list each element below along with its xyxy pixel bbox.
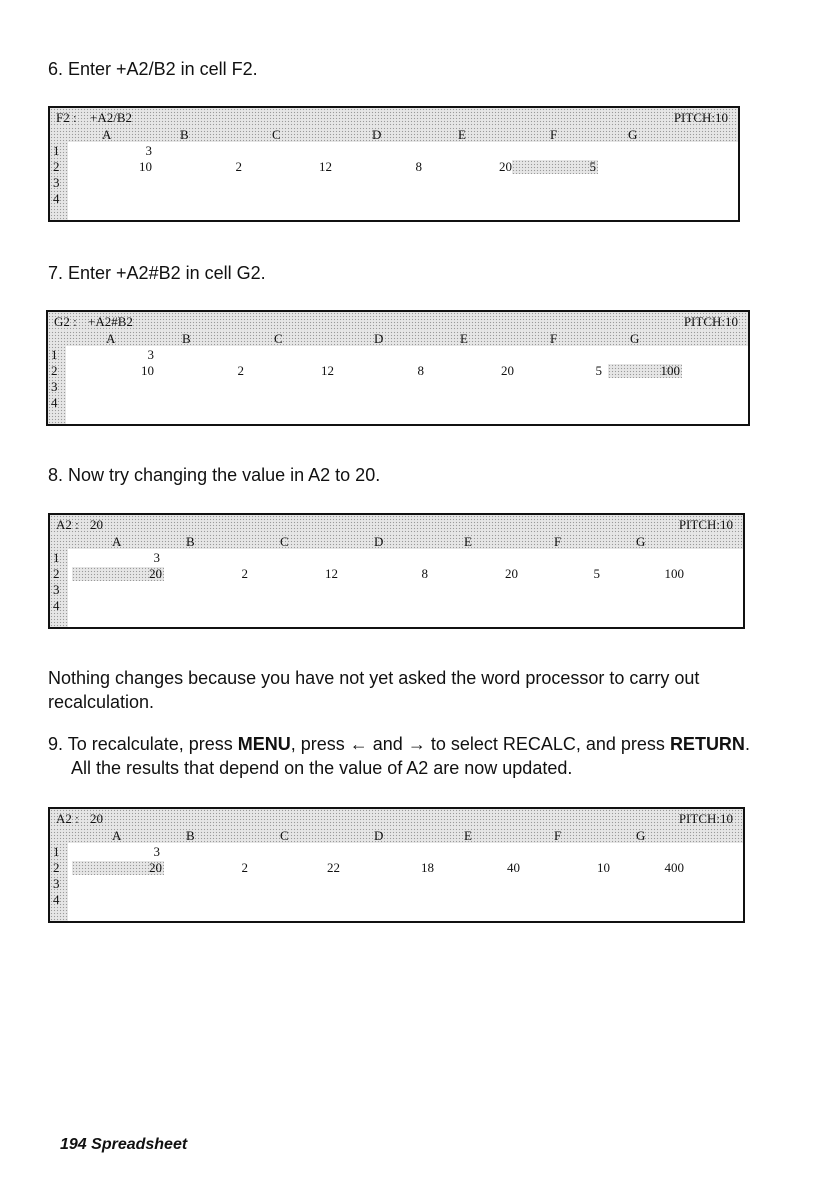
cell-b2: 2 (235, 159, 242, 174)
row-header-column (50, 549, 68, 627)
status-bar (48, 312, 748, 331)
column-header-e: E (458, 127, 466, 142)
row-header-1: 1 (53, 844, 60, 859)
pitch-indicator: PITCH:10 (678, 811, 733, 826)
row-header-3: 3 (53, 876, 60, 891)
cell-formula: 20 (90, 811, 103, 826)
spreadsheet-screen-2 (46, 310, 750, 426)
cell-e2: 20 (499, 159, 512, 174)
cell-formula: +A2/B2 (90, 110, 133, 125)
column-header-c: C (274, 331, 283, 346)
cell-formula: +A2#B2 (88, 314, 133, 329)
page-footer: 194 Spreadsheet (60, 1136, 188, 1153)
column-header-bar (50, 127, 738, 142)
cell-g2: 400 (664, 860, 684, 875)
cell-e2: 40 (507, 860, 520, 875)
row-header-4: 4 (53, 598, 60, 613)
column-header-d: D (374, 331, 384, 346)
row-header-1: 1 (51, 347, 58, 362)
column-header-d: D (374, 534, 384, 549)
cell-d2: 8 (417, 363, 424, 378)
status-bar (50, 515, 743, 534)
cell-a2-selected: 20 (72, 567, 164, 581)
cell-a2: 10 (141, 363, 154, 378)
step-9-part-1: 9. To recalculate, press (48, 734, 238, 754)
column-header-b: B (182, 331, 191, 346)
cell-c2: 12 (319, 159, 332, 174)
cell-reference: A2 : (56, 517, 79, 532)
cell-a1: 3 (153, 550, 160, 565)
cell-a2-selected: 20 (72, 861, 164, 875)
row-header-1: 1 (53, 550, 60, 565)
cell-f2-selected: 5 (512, 160, 598, 174)
column-header-a: A (112, 534, 122, 549)
recalc-explanation: Nothing changes because you have not yet asked the word processor to carry out recalculation. (48, 668, 700, 712)
pitch-indicator: PITCH:10 (683, 314, 738, 329)
column-header-a: A (102, 127, 112, 142)
step-6-text: 6. Enter +A2/B2 in cell F2. (48, 59, 258, 79)
row-header-4: 4 (51, 395, 58, 410)
cell-f2: 5 (593, 566, 600, 581)
cell-c2: 22 (327, 860, 340, 875)
cell-c2: 12 (325, 566, 338, 581)
column-header-e: E (460, 331, 468, 346)
row-header-3: 3 (51, 379, 58, 394)
column-header-b: B (180, 127, 189, 142)
column-header-bar (50, 534, 743, 549)
row-header-3: 3 (53, 582, 60, 597)
step-9-text (48, 732, 761, 780)
cell-f2: 5 (595, 363, 602, 378)
cell-d2: 8 (421, 566, 428, 581)
cell-a1: 3 (145, 143, 152, 158)
step-9-part-2: , press ← and → to select RECALC, and press (290, 734, 670, 754)
column-header-d: D (372, 127, 382, 142)
menu-key-label: MENU (237, 734, 291, 754)
step-9-part-3: . All the results that depend on the value of A2 are now updated. (71, 734, 750, 778)
column-header-c: C (280, 534, 289, 549)
cell-g2-selected: 100 (608, 364, 682, 378)
cell-e2: 20 (505, 566, 518, 581)
row-header-3: 3 (53, 175, 60, 190)
cell-c2: 12 (321, 363, 334, 378)
column-header-e: E (464, 534, 472, 549)
cell-a2: 10 (139, 159, 152, 174)
column-header-a: A (106, 331, 116, 346)
status-bar (50, 108, 738, 127)
cell-f2: 10 (597, 860, 610, 875)
row-header-column (50, 142, 68, 220)
column-header-b: B (186, 828, 195, 843)
column-header-f: F (554, 534, 562, 549)
row-header-2: 2 (51, 363, 58, 378)
cell-d2: 18 (421, 860, 434, 875)
row-header-1: 1 (53, 143, 60, 158)
column-header-f: F (550, 331, 558, 346)
return-key-label: RETURN (669, 734, 745, 754)
cell-a1: 3 (147, 347, 154, 362)
pitch-indicator: PITCH:10 (678, 517, 733, 532)
row-header-2: 2 (53, 860, 60, 875)
row-header-2: 2 (53, 159, 60, 174)
row-header-column (50, 843, 68, 921)
step-8-text: 8. Now try changing the value in A2 to 20. (48, 465, 381, 485)
pitch-indicator: PITCH:10 (673, 110, 728, 125)
cell-reference: A2 : (56, 811, 79, 826)
cell-d2: 8 (415, 159, 422, 174)
row-header-2: 2 (53, 566, 60, 581)
column-header-c: C (280, 828, 289, 843)
row-header-column (48, 346, 66, 424)
spreadsheet-screen-3 (48, 513, 745, 629)
cell-formula: 20 (90, 517, 103, 532)
row-header-4: 4 (53, 191, 60, 206)
column-header-b: B (186, 534, 195, 549)
column-header-f: F (550, 127, 558, 142)
column-header-g: G (636, 534, 646, 549)
cell-a1: 3 (153, 844, 160, 859)
cell-reference: F2 : (56, 110, 77, 125)
cell-b2: 2 (241, 566, 248, 581)
column-header-bar (50, 828, 743, 843)
spreadsheet-screen-4 (48, 807, 745, 923)
row-header-4: 4 (53, 892, 60, 907)
column-header-a: A (112, 828, 122, 843)
column-header-e: E (464, 828, 472, 843)
cell-reference: G2 : (54, 314, 77, 329)
cell-b2: 2 (241, 860, 248, 875)
status-bar (50, 809, 743, 828)
step-7-text: 7. Enter +A2#B2 in cell G2. (48, 263, 266, 283)
column-header-bar (48, 331, 748, 346)
column-header-g: G (628, 127, 638, 142)
column-header-d: D (374, 828, 384, 843)
cell-g2: 100 (664, 566, 684, 581)
column-header-c: C (272, 127, 281, 142)
column-header-f: F (554, 828, 562, 843)
column-header-g: G (630, 331, 640, 346)
cell-b2: 2 (237, 363, 244, 378)
cell-e2: 20 (501, 363, 514, 378)
column-header-g: G (636, 828, 646, 843)
spreadsheet-screen-1 (48, 106, 740, 222)
